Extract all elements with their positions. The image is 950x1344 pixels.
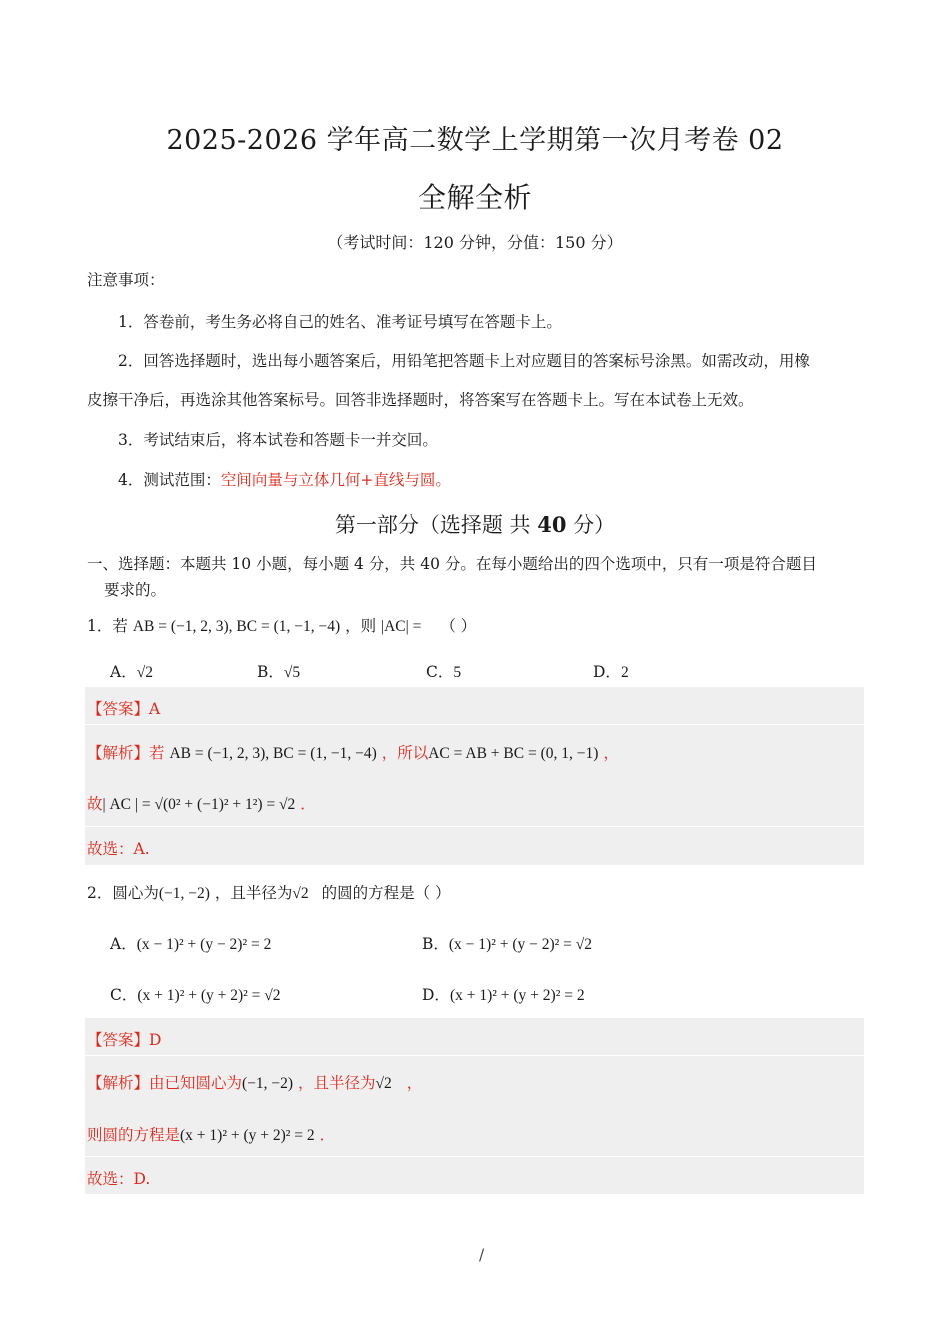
- analysis-text: ，: [603, 744, 619, 762]
- answer-tag: 【答案】: [87, 1031, 150, 1049]
- part1-instruction-line-2: 要求的。: [104, 581, 167, 599]
- exam-info: （考试时间：120 分钟，分值：150 分）: [327, 233, 623, 252]
- question-2-solution-box: [85, 1018, 864, 1194]
- option-a-value: (x − 1)² + (y − 2)² = 2: [136, 936, 272, 953]
- question-2-center: (−1, −2): [158, 885, 210, 902]
- question-1-given-vectors: AB = (−1, 2, 3), BC = (1, −1, −4): [132, 618, 341, 635]
- option-d-value: (x + 1)² + (y + 2)² = 2: [449, 987, 585, 1004]
- question-2-analysis-line-1: [87, 1071, 422, 1093]
- question-1-stem: [87, 614, 476, 636]
- question-2-option-d: [422, 983, 585, 1005]
- page-footer-mark: /: [479, 1246, 485, 1264]
- note-item-2-line-1: 2．回答选择题时，选出每小题答案后，用铅笔把答题卡上对应题目的答案标号涂黑。如需改动，用橡: [118, 352, 810, 370]
- analysis-tag: 【解析】: [87, 1074, 150, 1092]
- note-item-1: 1．答卷前，考生务必将自己的姓名、准考证号填写在答题卡上。: [118, 313, 562, 331]
- option-d-value: 2: [620, 664, 629, 681]
- analysis-magnitude: | AC | = √(0² + (−1)² + 1²) = √2: [102, 796, 296, 813]
- answer-value: A: [149, 700, 161, 718]
- option-d-label: D．: [593, 663, 621, 681]
- option-d-label: D．: [422, 986, 450, 1004]
- option-c-label: C．: [426, 663, 454, 681]
- option-b-label: B．: [422, 935, 449, 953]
- note-item-4-prefix: 4．测试范围：: [118, 471, 221, 489]
- question-2-option-c: [110, 983, 281, 1005]
- question-1-option-b: [257, 660, 300, 682]
- analysis-center: (−1, −2): [242, 1075, 294, 1092]
- part1-title-suffix: 分）: [566, 513, 616, 537]
- analysis-text: ，所以: [381, 744, 429, 762]
- question-2-analysis-line-2: [87, 1123, 335, 1145]
- question-1-option-d: [593, 660, 629, 682]
- document-subtitle: 全解全析: [417, 181, 532, 214]
- analysis-text: 若: [149, 744, 165, 762]
- analysis-given-vectors: AB = (−1, 2, 3), BC = (1, −1, −4): [169, 745, 377, 762]
- question-2-tail: 的圆的方程是（ ）: [321, 884, 451, 902]
- question-1-answer: [87, 697, 160, 719]
- document-title: 2025-2026 学年高二数学上学期第一次月考卷 02: [166, 125, 784, 156]
- analysis-text: ，: [406, 1074, 423, 1092]
- option-a-label: A．: [110, 935, 137, 953]
- analysis-tag: 【解析】: [87, 744, 150, 762]
- option-b-value: √5: [283, 664, 301, 681]
- question-2-radius: √2: [292, 885, 309, 902]
- note-item-4: [118, 468, 451, 490]
- question-1-option-a: [110, 660, 153, 682]
- question-2-option-b: [422, 932, 592, 954]
- option-c-label: C．: [110, 986, 138, 1004]
- analysis-text: ．: [319, 1126, 336, 1144]
- analysis-text: ．: [300, 795, 316, 813]
- option-a-value: √2: [136, 664, 153, 681]
- question-2-conclusion: 故选：D.: [87, 1170, 151, 1188]
- analysis-text: ，且半径为: [298, 1074, 376, 1092]
- question-1-conclusion: 故选：A.: [87, 840, 150, 858]
- part1-instruction-line-1: 一、选择题：本题共 10 小题，每小题 4 分，共 40 分。在每小题给出的四个选项中，只有一项是符合题目: [87, 555, 817, 573]
- option-a-label: A．: [110, 663, 137, 681]
- notes-heading: 注意事项：: [87, 271, 165, 289]
- note-item-2-line-2: 皮擦干净后，再选涂其他答案标号。回答非选择题时，将答案写在答题卡上。写在本试卷上无效。: [87, 391, 754, 409]
- note-item-3: 3．考试结束后，将本试卷和答题卡一并交回。: [118, 431, 438, 449]
- analysis-radius: √2: [375, 1075, 392, 1092]
- question-2-answer: [87, 1028, 161, 1050]
- answer-tag: 【答案】: [87, 700, 150, 718]
- option-b-label: B．: [257, 663, 284, 681]
- analysis-text: 故: [87, 795, 103, 813]
- question-1-answer-blank: （ ）: [440, 617, 477, 635]
- question-2-number: 2．圆心为: [87, 884, 159, 902]
- part1-title-prefix: 第一部分（选择题 共: [334, 513, 538, 537]
- analysis-sum-vector: AC = AB + BC = (0, 1, −1): [428, 745, 599, 762]
- question-1-analysis-line-1: [87, 741, 619, 763]
- question-1-analysis-line-2: [87, 792, 316, 814]
- analysis-circle-equation: (x + 1)² + (y + 2)² = 2: [180, 1127, 315, 1144]
- option-b-value: (x − 1)² + (y − 2)² = √2: [448, 936, 593, 953]
- question-1-number: 1．若: [87, 617, 128, 635]
- question-1-solution-box: [85, 687, 864, 865]
- answer-value: D: [149, 1031, 162, 1049]
- part1-title: [0, 509, 950, 539]
- question-1-ask: |AC| =: [381, 618, 422, 635]
- question-2-mid: ，且半径为: [214, 884, 293, 902]
- part1-title-points: 40: [537, 512, 567, 537]
- question-2-option-a: [110, 932, 271, 954]
- question-2-stem: [87, 881, 451, 903]
- option-c-value: (x + 1)² + (y + 2)² = √2: [137, 987, 281, 1004]
- question-1-option-c: [426, 660, 461, 682]
- question-1-mid: ，则: [345, 617, 377, 635]
- test-scope: 空间向量与立体几何+直线与圆。: [220, 471, 451, 489]
- analysis-text: 由已知圆心为: [149, 1074, 243, 1092]
- option-c-value: 5: [453, 664, 462, 681]
- analysis-text: 则圆的方程是: [87, 1126, 181, 1144]
